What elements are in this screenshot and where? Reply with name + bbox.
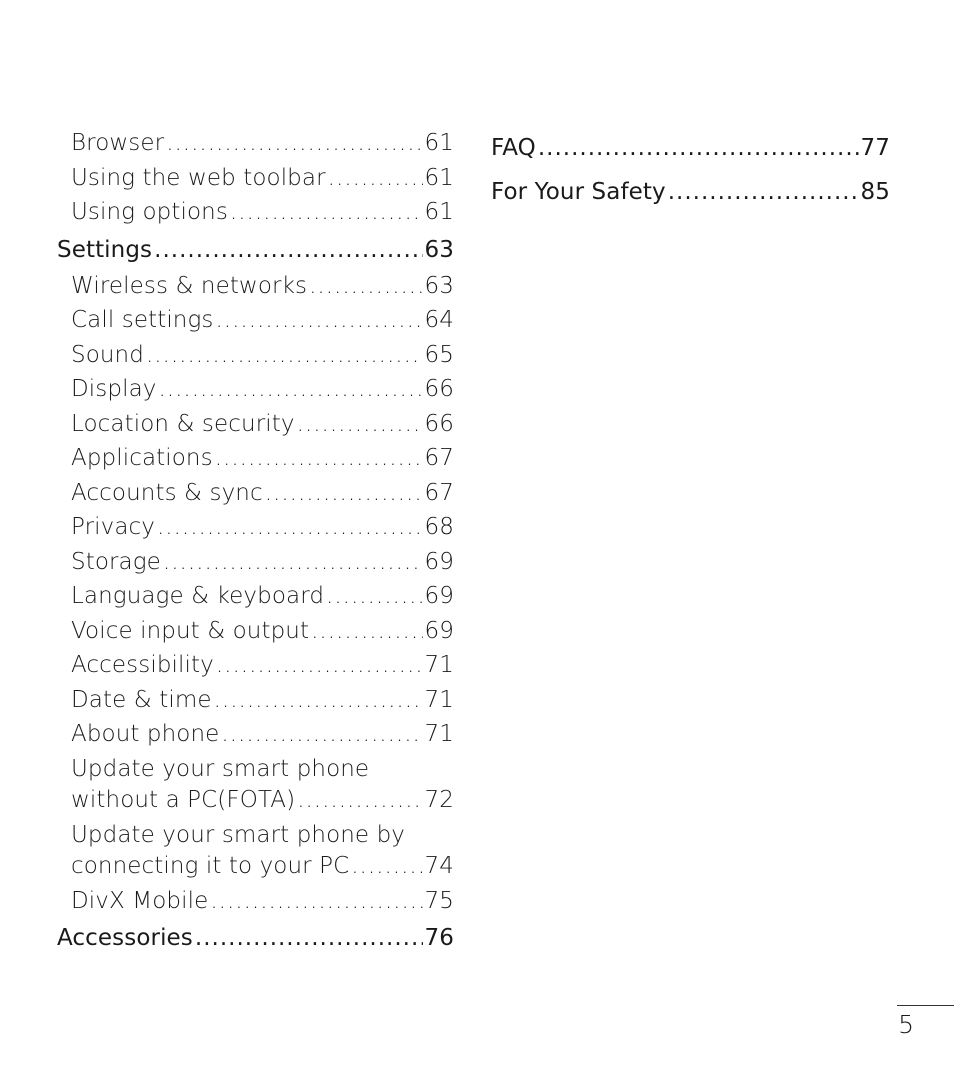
toc-entry-title: Location & security <box>71 410 295 437</box>
toc-entry-for-your-safety[interactable] <box>491 170 890 214</box>
toc-entry-page: 65 <box>424 341 454 368</box>
toc-entry-title: Accounts & sync <box>71 479 263 506</box>
page-number-rule <box>897 1005 954 1006</box>
dot-leader <box>265 476 423 511</box>
toc-entry-title: Accessibility <box>71 652 214 678</box>
toc-entry-voice-input-output[interactable] <box>57 614 454 649</box>
toc-entry-location-security[interactable] <box>57 407 454 442</box>
toc-entry-title: Date & time <box>71 686 212 713</box>
toc-entry-page: 71 <box>424 721 454 747</box>
toc-entry-title-line2: connecting it to your PC <box>71 852 350 879</box>
toc-entry-title-line1: Update your smart phone by <box>71 821 405 848</box>
dot-leader <box>538 126 859 170</box>
toc-entry-update-fota[interactable] <box>57 752 454 818</box>
dot-leader <box>195 919 423 957</box>
toc-entry-page: 66 <box>424 376 454 402</box>
toc-entry-settings[interactable] <box>57 231 454 269</box>
toc-entry-divx-mobile[interactable] <box>57 884 454 919</box>
toc-entry-browser[interactable] <box>57 126 454 161</box>
toc-entry-applications[interactable] <box>57 441 454 476</box>
dot-leader <box>157 510 423 545</box>
toc-entry-using-options[interactable] <box>57 195 454 230</box>
toc-entry-date-time[interactable] <box>57 683 454 718</box>
dot-leader <box>154 231 422 269</box>
toc-right-column <box>491 126 890 214</box>
toc-entry-privacy[interactable] <box>57 510 454 545</box>
toc-entry-page: 69 <box>424 617 454 644</box>
toc-entry-title: About phone <box>71 721 220 747</box>
dot-leader <box>163 545 423 580</box>
toc-entry-title: DivX Mobile <box>71 887 209 914</box>
dot-leader <box>215 303 422 338</box>
toc-entry-call-settings[interactable] <box>57 303 454 338</box>
toc-entry-display[interactable] <box>57 372 454 407</box>
toc-entry-language-keyboard[interactable] <box>57 579 454 614</box>
page-number: 5 <box>898 1010 914 1039</box>
toc-entry-title: For Your Safety <box>491 179 666 205</box>
toc-entry-accounts-sync[interactable] <box>57 476 454 511</box>
dot-leader <box>221 717 422 752</box>
toc-entry-sound[interactable] <box>57 338 454 373</box>
dot-leader <box>668 170 859 214</box>
toc-entry-using-web-toolbar[interactable] <box>57 161 454 196</box>
dot-leader <box>166 126 422 161</box>
toc-entry-page: 74 <box>424 852 454 879</box>
toc-entry-title: Sound <box>71 341 144 368</box>
toc-entry-page: 71 <box>424 686 454 713</box>
toc-entry-title: Display <box>71 376 157 402</box>
dot-leader <box>146 338 423 373</box>
toc-entry-page: 69 <box>424 548 454 575</box>
dot-leader <box>351 851 422 882</box>
toc-entry-title: Storage <box>71 548 161 575</box>
toc-entry-page: 61 <box>424 130 454 156</box>
toc-entry-page: 63 <box>424 272 454 299</box>
dot-leader <box>326 579 422 614</box>
dot-leader <box>158 372 422 407</box>
toc-entry-page: 68 <box>424 514 454 540</box>
toc-left-column <box>57 126 454 957</box>
toc-entry-page: 85 <box>860 179 890 205</box>
toc-entry-wireless-networks[interactable] <box>57 269 454 304</box>
toc-entry-storage[interactable] <box>57 545 454 580</box>
toc-entry-page: 71 <box>424 652 454 678</box>
dot-leader <box>311 614 422 649</box>
dot-leader <box>210 884 422 919</box>
toc-entry-title-line2: without a PC(FOTA) <box>71 786 296 813</box>
toc-entry-page: 75 <box>424 887 454 914</box>
toc-entry-update-pc[interactable] <box>57 818 454 884</box>
toc-entry-title: Privacy <box>71 514 155 540</box>
dot-leader <box>214 683 423 718</box>
toc-entry-page: 67 <box>424 445 454 471</box>
dot-leader <box>297 785 422 816</box>
toc-entry-title: FAQ <box>491 135 536 161</box>
dot-leader <box>328 161 423 196</box>
dot-leader <box>230 195 423 230</box>
dot-leader <box>297 407 423 442</box>
toc-entry-page: 72 <box>424 786 454 813</box>
toc-entry-page: 67 <box>424 479 454 506</box>
toc-entry-about-phone[interactable] <box>57 717 454 752</box>
toc-entry-title: Using options <box>71 199 228 225</box>
toc-entry-page: 61 <box>424 164 454 191</box>
toc-entry-page: 77 <box>860 135 890 161</box>
toc-entry-title-line1: Update your smart phone <box>71 755 370 782</box>
toc-entry-faq[interactable] <box>491 126 890 170</box>
toc-entry-title: Using the web toolbar <box>71 164 326 191</box>
toc-entry-accessories[interactable] <box>57 919 454 957</box>
toc-entry-title: Voice input & output <box>71 617 310 644</box>
toc-entry-title: Accessories <box>57 925 193 951</box>
dot-leader <box>309 269 422 304</box>
toc-entry-title: Settings <box>57 236 153 263</box>
toc-entry-title: Browser <box>71 130 165 156</box>
toc-entry-title: Language & keyboard <box>71 583 325 609</box>
toc-entry-title: Wireless & networks <box>71 272 308 299</box>
toc-entry-accessibility[interactable] <box>57 648 454 683</box>
dot-leader <box>216 648 423 683</box>
dot-leader <box>215 441 423 476</box>
toc-entry-title: Call settings <box>71 307 214 333</box>
toc-entry-title: Applications <box>71 445 213 471</box>
toc-entry-page: 64 <box>424 307 454 333</box>
toc-entry-page: 69 <box>424 583 454 609</box>
toc-entry-page: 61 <box>424 199 454 225</box>
toc-entry-page: 66 <box>424 410 454 437</box>
toc-entry-page: 63 <box>424 236 454 263</box>
toc-entry-page: 76 <box>424 925 454 951</box>
